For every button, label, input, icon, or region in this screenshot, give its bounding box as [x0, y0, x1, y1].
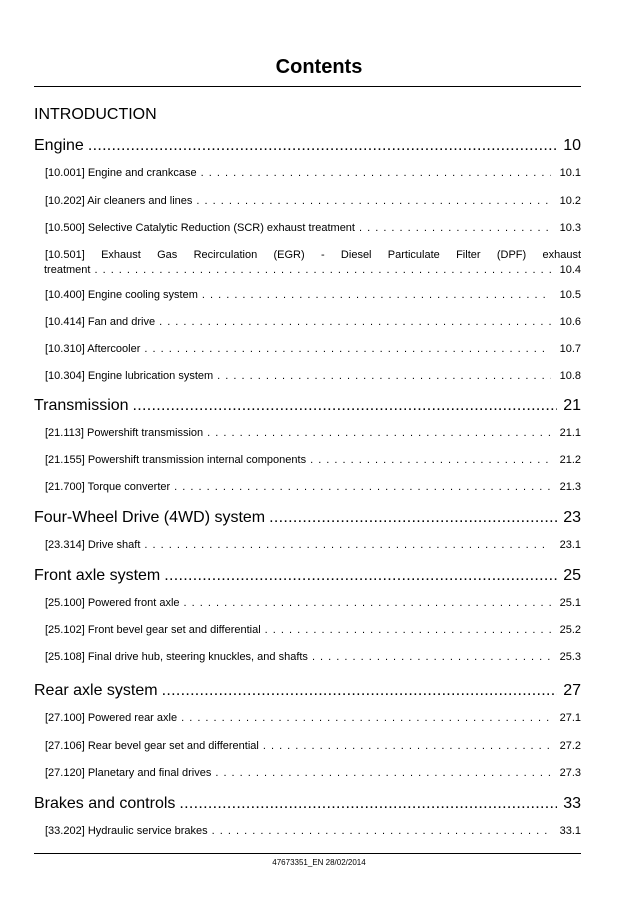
dot-leader	[217, 370, 551, 382]
entry-label: [27.106] Rear bevel gear set and differential	[45, 740, 259, 752]
entry-page: 27.1	[559, 712, 581, 724]
toc-entry[interactable]	[45, 289, 581, 301]
toc-section-transmission[interactable]	[34, 397, 581, 415]
introduction-heading: INTRODUCTION	[34, 106, 157, 123]
dot-leader	[269, 509, 557, 527]
section-title: Engine	[34, 137, 84, 154]
section-title: Brakes and controls	[34, 795, 176, 812]
entry-page: 10.4	[559, 264, 581, 276]
entry-label: [10.400] Engine cooling system	[45, 289, 198, 301]
entry-page: 33.1	[559, 825, 581, 837]
entry-page: 25.3	[559, 651, 581, 663]
entry-page: 10.8	[559, 370, 581, 382]
entry-label: [10.414] Fan and drive	[45, 316, 156, 328]
entry-page: 10.7	[559, 343, 581, 355]
entry-page: 10.3	[559, 222, 581, 234]
dot-leader	[310, 454, 551, 466]
entry-page: 21.3	[559, 481, 581, 493]
entry-page: 21.2	[559, 454, 581, 466]
entry-page: 10.2	[559, 195, 581, 207]
entry-page: 27.2	[559, 740, 581, 752]
page-title: Contents	[275, 56, 363, 78]
dot-leader	[144, 539, 551, 551]
section-page: 21	[563, 397, 581, 414]
dot-leader	[312, 651, 551, 663]
dot-leader	[207, 427, 551, 439]
dot-leader	[164, 567, 557, 585]
entry-label: [25.100] Powered front axle	[45, 597, 180, 609]
entry-label: [27.120] Planetary and final drives	[45, 767, 212, 779]
entry-page: 27.3	[559, 767, 581, 779]
dot-leader	[179, 795, 557, 813]
toc-entry[interactable]	[45, 597, 581, 609]
toc-entry[interactable]	[45, 767, 581, 779]
toc-entry[interactable]	[45, 427, 581, 439]
section-page: 27	[563, 682, 581, 699]
toc-entry[interactable]	[45, 624, 581, 636]
toc-entry[interactable]	[45, 825, 581, 837]
entry-label: [10.310] Aftercooler	[45, 343, 141, 355]
entry-page: 25.2	[559, 624, 581, 636]
dot-leader	[159, 316, 551, 328]
section-title: Rear axle system	[34, 682, 158, 699]
entry-label: [23.314] Drive shaft	[45, 539, 141, 551]
entry-label: [10.304] Engine lubrication system	[45, 370, 214, 382]
entry-page: 10.5	[559, 289, 581, 301]
toc-entry[interactable]	[45, 167, 581, 179]
dot-leader	[181, 712, 551, 724]
toc-section-rear-axle[interactable]	[34, 682, 581, 700]
entry-page: 23.1	[559, 539, 581, 551]
toc-entry[interactable]	[45, 222, 581, 234]
entry-label: [21.113] Powershift transmission	[45, 427, 204, 439]
dot-leader	[215, 767, 551, 779]
toc-entry[interactable]	[45, 651, 581, 663]
dot-leader	[94, 264, 551, 276]
toc-entry[interactable]	[45, 343, 581, 355]
toc-entry[interactable]	[45, 195, 581, 207]
toc-entry[interactable]	[45, 539, 581, 551]
entry-page: 10.1	[559, 167, 581, 179]
dot-leader	[359, 222, 551, 234]
dot-leader	[202, 289, 551, 301]
footer-doc-id: 47673351_EN 28/02/2014	[272, 858, 366, 867]
toc-section-engine[interactable]	[34, 137, 581, 155]
toc-entry[interactable]	[45, 264, 581, 276]
section-title: Transmission	[34, 397, 129, 414]
entry-page: 25.1	[559, 597, 581, 609]
entry-label-line1: [10.501] Exhaust Gas Recirculation (EGR) - Diesel Particulate Filter (DPF) exhaust	[45, 249, 581, 261]
toc-section-brakes[interactable]	[34, 795, 581, 813]
entry-label: [10.500] Selective Catalytic Reduction (SCR) exhaust treatment	[45, 222, 355, 234]
entry-label: [21.155] Powershift transmission internal components	[45, 454, 307, 466]
toc-section-4wd[interactable]	[34, 509, 581, 527]
toc-entry[interactable]	[45, 454, 581, 466]
dot-leader	[212, 825, 551, 837]
entry-label: [25.108] Final drive hub, steering knuckles, and shafts	[45, 651, 308, 663]
entry-label: [33.202] Hydraulic service brakes	[45, 825, 208, 837]
section-title: Four-Wheel Drive (4WD) system	[34, 509, 266, 526]
entry-label: treatment	[44, 264, 91, 276]
dot-leader	[263, 740, 551, 752]
toc-entry[interactable]	[45, 316, 581, 328]
section-page: 25	[563, 567, 581, 584]
entry-label: [10.001] Engine and crankcase	[45, 167, 197, 179]
entry-page: 10.6	[559, 316, 581, 328]
entry-label: [25.102] Front bevel gear set and differential	[45, 624, 261, 636]
entry-label: [10.202] Air cleaners and lines	[45, 195, 193, 207]
toc-entry[interactable]	[45, 370, 581, 382]
section-page: 10	[563, 137, 581, 154]
toc-entry[interactable]	[45, 740, 581, 752]
section-page: 33	[563, 795, 581, 812]
entry-label: [27.100] Powered rear axle	[45, 712, 178, 724]
dot-leader	[196, 195, 551, 207]
dot-leader	[133, 397, 557, 415]
dot-leader	[88, 137, 557, 155]
entry-page: 21.1	[559, 427, 581, 439]
section-title: Front axle system	[34, 567, 161, 584]
entry-label: [21.700] Torque converter	[45, 481, 171, 493]
dot-leader	[144, 343, 551, 355]
dot-leader	[265, 624, 551, 636]
dot-leader	[174, 481, 551, 493]
dot-leader	[201, 167, 551, 179]
toc-entry[interactable]	[45, 712, 581, 724]
toc-section-front-axle[interactable]	[34, 567, 581, 585]
bottom-rule	[34, 853, 581, 854]
dot-leader	[184, 597, 551, 609]
toc-entry[interactable]	[45, 481, 581, 493]
dot-leader	[162, 682, 557, 700]
section-page: 23	[563, 509, 581, 526]
